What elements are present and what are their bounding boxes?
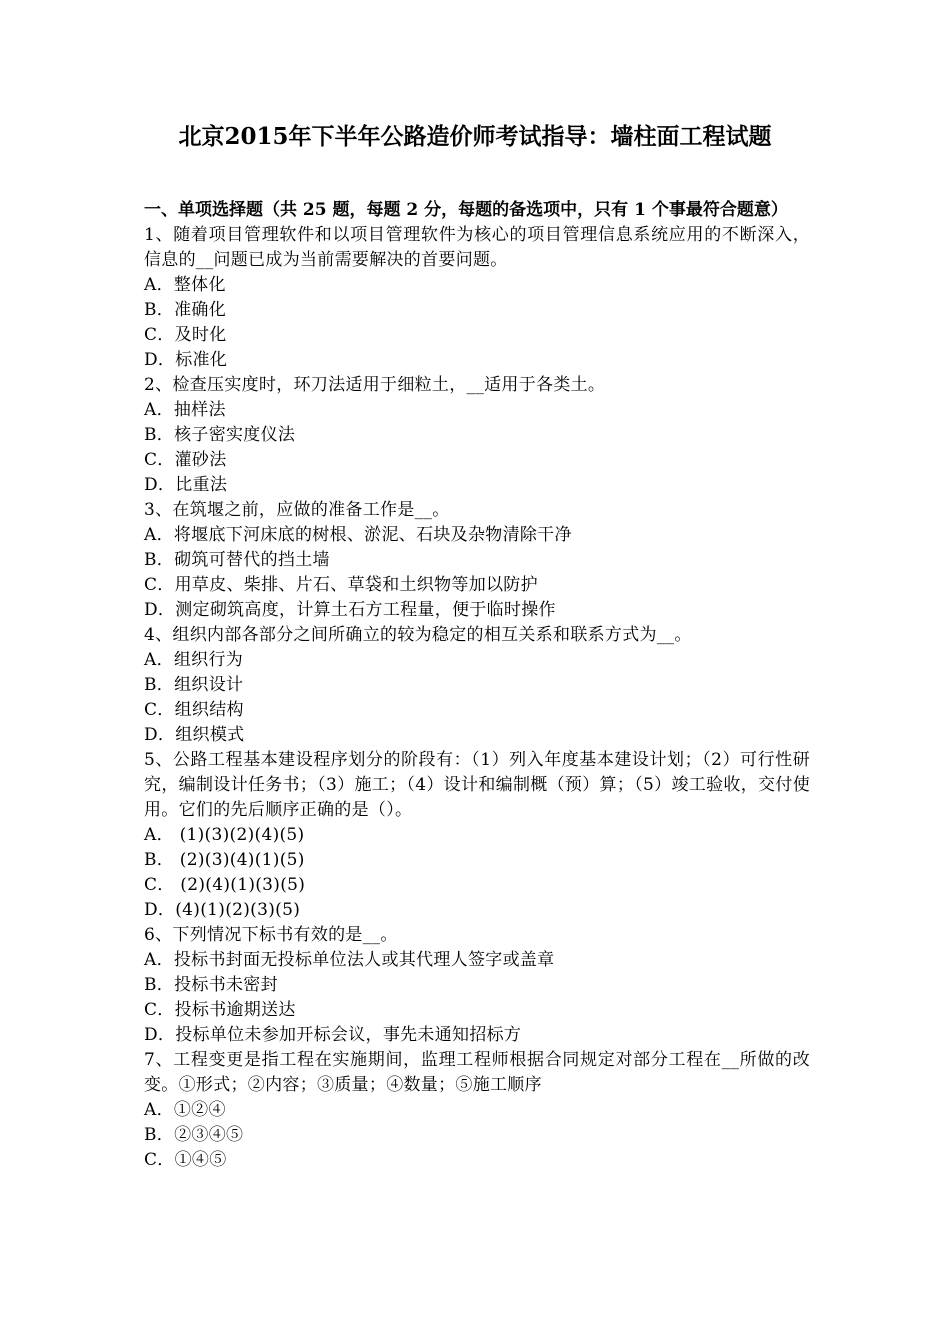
question-2 [144, 373, 810, 498]
question-text: 1、随着项目管理软件和以项目管理软件为核心的项目管理信息系统应用的不断深入，信息的__问题已成为当前需要解决的首要问题。 [144, 225, 810, 270]
option-d: D．测定砌筑高度，计算土石方工程量，便于临时操作 [144, 600, 556, 620]
question-1 [144, 223, 810, 373]
question-7 [144, 1048, 810, 1173]
question-text: 6、下列情况下标书有效的是__。 [144, 925, 398, 945]
option-c: C．灌砂法 [144, 450, 227, 470]
option-b: B．核子密实度仪法 [144, 425, 296, 445]
option-b: B．②③④⑤ [144, 1125, 244, 1145]
option-d: D．(4)(1)(2)(3)(5) [144, 900, 301, 920]
option-c: C．①④⑤ [144, 1150, 227, 1170]
option-a: A．①②④ [144, 1100, 226, 1120]
option-a: A．投标书封面无投标单位法人或其代理人签字或盖章 [144, 950, 555, 970]
option-b: B．投标书未密封 [144, 975, 278, 995]
question-3 [144, 498, 810, 623]
question-text: 4、组织内部各部分之间所确立的较为稳定的相互关系和联系方式为__。 [144, 625, 692, 645]
option-c: C．投标书逾期送达 [144, 1000, 296, 1020]
option-b: B．准确化 [144, 300, 226, 320]
option-a: A．将堰底下河床底的树根、淤泥、石块及杂物清除干净 [144, 525, 572, 545]
question-text: 3、在筑堰之前，应做的准备工作是__。 [144, 500, 450, 520]
option-b: B． (2)(3)(4)(1)(5) [144, 850, 305, 870]
option-a: A． (1)(3)(2)(4)(5) [144, 825, 305, 845]
option-a: A．抽样法 [144, 400, 226, 420]
question-text: 5、公路工程基本建设程序划分的阶段有：（1）列入年度基本建设计划；（2）可行性研究，编制设计任务书；（3）施工；（4）设计和编制概（预）算；（5）竣工验收，交付使用。它们的先后顺序正确的是（）。 [144, 750, 810, 820]
option-d: D．比重法 [144, 475, 228, 495]
option-d: D．投标单位未参加开标会议，事先未通知招标方 [144, 1025, 522, 1045]
option-b: B．砌筑可替代的挡土墙 [144, 550, 330, 570]
option-a: A．组织行为 [144, 650, 244, 670]
question-text: 2、检查压实度时，环刀法适用于细粒土，__适用于各类土。 [144, 375, 606, 395]
section-heading: 一、单项选择题（共 25 题，每题 2 分，每题的备选项中，只有 1 个事最符合题意） [144, 200, 788, 220]
option-d: D．标准化 [144, 350, 228, 370]
document-title: 北京2015年下半年公路造价师考试指导：墙柱面工程试题 [178, 123, 772, 150]
question-5 [144, 748, 810, 923]
option-c: C．组织结构 [144, 700, 244, 720]
option-c: C．及时化 [144, 325, 227, 345]
option-c: C．用草皮、柴排、片石、草袋和土织物等加以防护 [144, 575, 538, 595]
option-b: B．组织设计 [144, 675, 244, 695]
option-d: D．组织模式 [144, 725, 245, 745]
question-6 [144, 923, 810, 1048]
document-body [144, 198, 810, 1173]
question-4 [144, 623, 810, 748]
option-a: A．整体化 [144, 275, 226, 295]
option-c: C． (2)(4)(1)(3)(5) [144, 875, 306, 895]
question-text: 7、工程变更是指工程在实施期间，监理工程师根据合同规定对部分工程在__所做的改变。①形式；②内容；③质量；④数量；⑤施工顺序 [144, 1050, 810, 1095]
